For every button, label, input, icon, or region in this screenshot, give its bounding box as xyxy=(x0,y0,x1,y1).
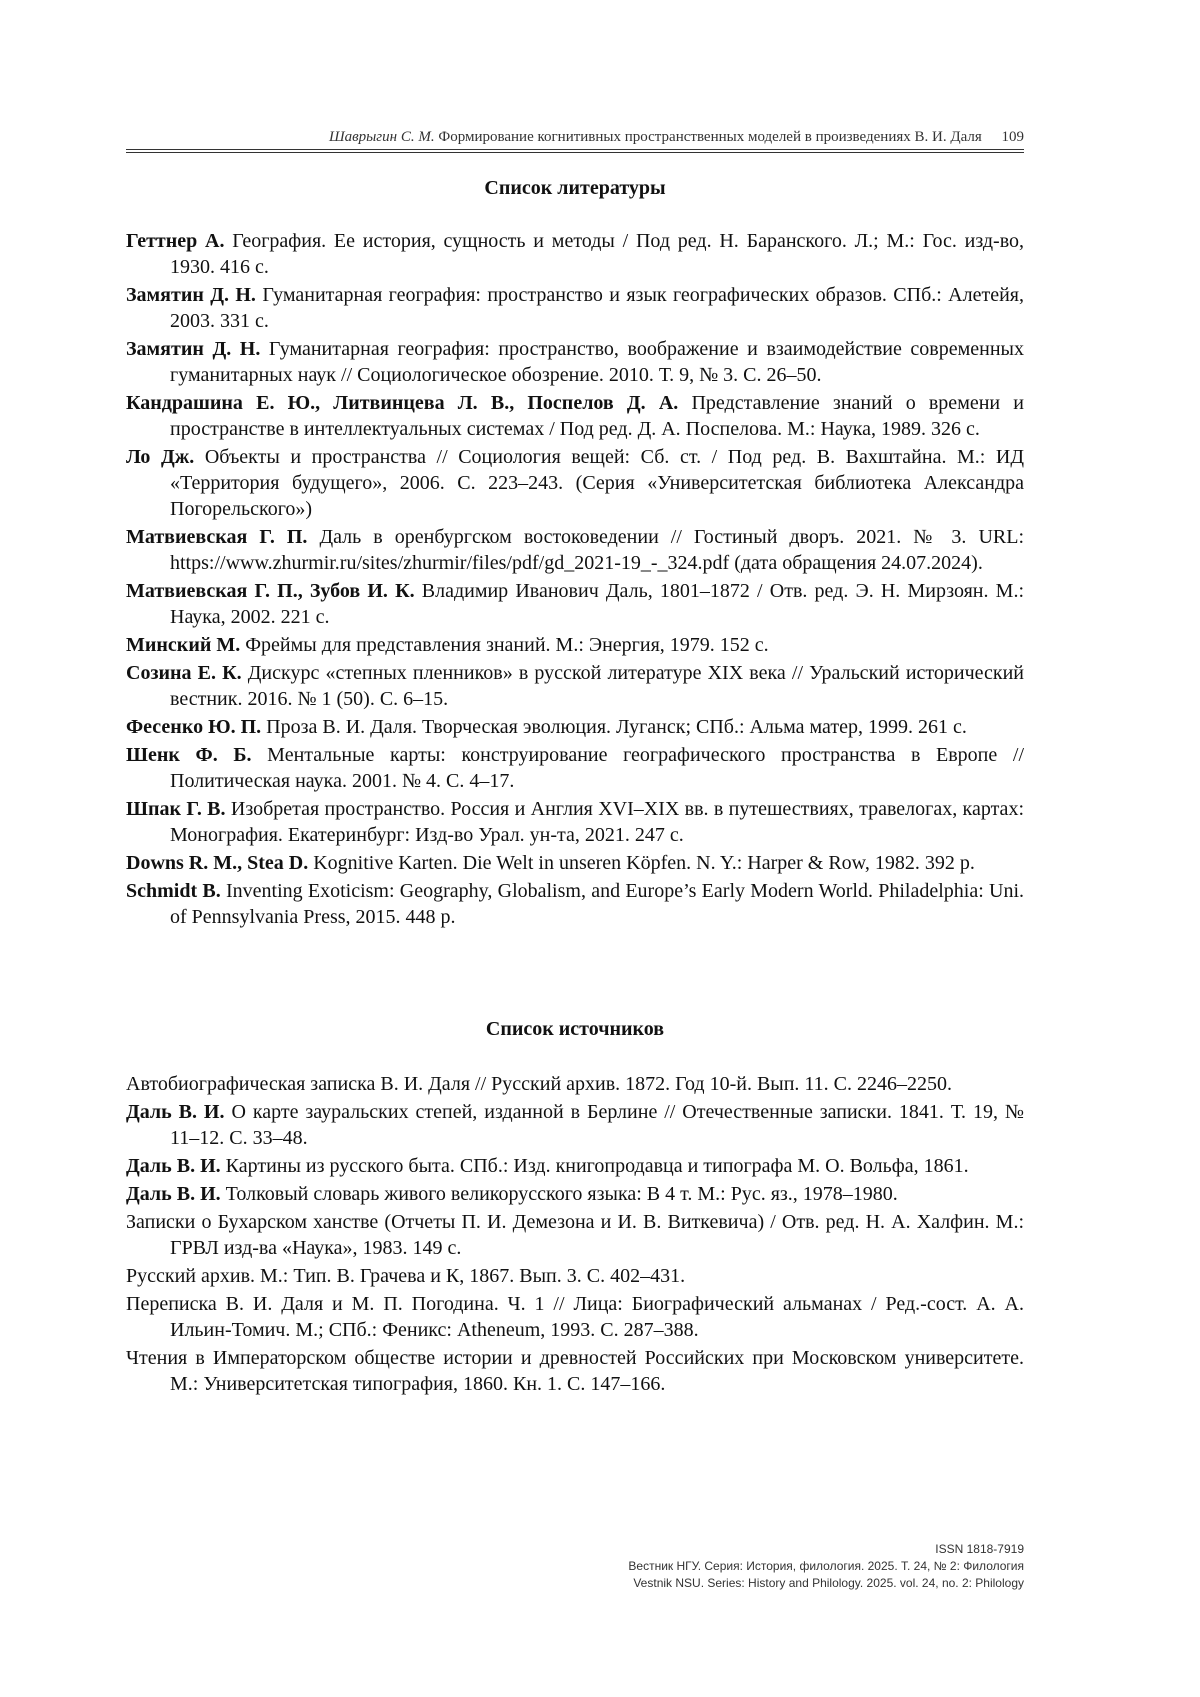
reference-entry xyxy=(126,1345,1024,1397)
reference-text: Проза В. И. Даля. Творческая эволюция. Луганск; СПб.: Альма матер, 1999. 261 с. xyxy=(266,716,967,738)
reference-text: Дискурс «степных пленников» в русской литературе XIX века // Уральский ис­торический вестник. 2016. № 1 (50). С. 6–15. xyxy=(170,662,1024,710)
reference-entry xyxy=(126,796,1024,848)
reference-author: Матвиевская Г. П. xyxy=(126,526,307,548)
reference-text: Автобиографическая записка В. И. Даля // Русский архив. 1872. Год 10-й. Вып. 11. С. 2246–2250. xyxy=(126,1073,952,1095)
reference-text: Inventing Exoticism: Geography, Globalism, and Europe’s Early Modern World. Phil­adelphia: Uni. of Pennsylvania Press, 2015. 448 p. xyxy=(170,880,1024,928)
reference-entry xyxy=(126,1291,1024,1343)
sources-heading: Список источников xyxy=(126,1017,1024,1041)
reference-entry xyxy=(126,390,1024,442)
reference-text: Русский архив. М.: Тип. В. Грачева и К, 1867. Вып. 3. С. 402–431. xyxy=(126,1265,685,1287)
reference-author: Кандрашина Е. Ю., Литвинцева Л. В., Поспелов Д. А. xyxy=(126,392,678,414)
reference-text: Объекты и пространства // Социология вещей: Сб. ст. / Под ред. В. Вахштайна. М.: ИД «Территория будущего», 2006. С. 223–243. (Серия «Университетская библиотека Александра Погорельского») xyxy=(170,446,1024,520)
header-rule-thin xyxy=(126,149,1024,150)
header-author: Шаврыгин С. М. xyxy=(329,129,435,145)
reference-entry xyxy=(126,1099,1024,1151)
header-rule-thick xyxy=(126,152,1024,153)
footer-journal-en: Vestnik NSU. Series: History and Philology. 2025. vol. 24, no. 2: Philology xyxy=(628,1575,1024,1592)
reference-author: Матвиевская Г. П., Зубов И. К. xyxy=(126,580,415,602)
reference-entry xyxy=(126,228,1024,280)
literature-list xyxy=(126,228,1024,932)
reference-entry xyxy=(126,578,1024,630)
reference-entry xyxy=(126,1153,1024,1179)
reference-text: География. Ее история, сущность и методы / Под ред. Н. Баранского. Л.; М.: Гос. изд-во, 1930. 416 с. xyxy=(170,230,1024,278)
reference-author: Downs R. M., Stea D. xyxy=(126,852,308,874)
reference-text: Гуманитарная география: пространство и язык географических образов. СПб.: Алетейя, 2003. 331 с. xyxy=(170,284,1024,332)
reference-entry xyxy=(126,878,1024,930)
reference-entry xyxy=(126,282,1024,334)
reference-author: Фесенко Ю. П. xyxy=(126,716,261,738)
journal-footer xyxy=(628,1541,1024,1592)
literature-heading: Список литературы xyxy=(126,176,1024,200)
reference-entry xyxy=(126,524,1024,576)
reference-author: Геттнер А. xyxy=(126,230,224,252)
reference-author: Минский М. xyxy=(126,634,240,656)
reference-entry xyxy=(126,1209,1024,1261)
reference-author: Даль В. И. xyxy=(126,1183,221,1205)
reference-entry xyxy=(126,444,1024,522)
reference-entry xyxy=(126,1071,1024,1097)
reference-entry xyxy=(126,714,1024,740)
reference-text: Изобретая пространство. Россия и Англия XVI–XIX вв. в путешествиях, трав­елогах, картах: Монография. Екатеринбург: Изд-во Урал. ун-та, 2021. 247 с. xyxy=(170,798,1024,846)
reference-text: Чтения в Императорском обществе истории и древностей Российских при Московском уни­верситете. М.: Университетская типография, 1860. Кн. 1. С. 147–166. xyxy=(126,1347,1024,1395)
header-title: Формирование когнитивных пространственных моделей в произведениях В. И. Даля xyxy=(438,129,981,145)
reference-text: Картины из русского быта. СПб.: Изд. книгопродавца и типографа М. О. Вольфа, 1861. xyxy=(226,1155,969,1177)
reference-author: Замятин Д. Н. xyxy=(126,284,256,306)
reference-text: Гуманитарная география: пространство, воображение и взаимодействие со­временных гуманитарных наук // Социологическое обозрение. 2010. Т. 9, № 3. С. 26–50. xyxy=(170,338,1024,386)
reference-text: Переписка В. И. Даля и М. П. Погодина. Ч. 1 // Лица: Биографический альманах / Ред.-сост. А. А. Ильин-Томич. М.; СПб.: Феникс: Atheneum, 1993. С. 287–388. xyxy=(126,1293,1024,1341)
reference-author: Даль В. И. xyxy=(126,1155,221,1177)
reference-text: О карте зауральских степей, изданной в Берлине // Отечественные записки. 1841. Т. 19, № 11–12. С. 33–48. xyxy=(170,1101,1024,1149)
reference-author: Даль В. И. xyxy=(126,1101,225,1123)
reference-author: Ло Дж. xyxy=(126,446,194,468)
footer-issn: ISSN 1818-7919 xyxy=(628,1541,1024,1558)
reference-author: Замятин Д. Н. xyxy=(126,338,260,360)
reference-entry xyxy=(126,660,1024,712)
page-number: 109 xyxy=(1002,129,1025,145)
reference-text: Kognitive Karten. Die Welt in unseren Köpfen. N. Y.: Harper & Row, 1982. 392 p. xyxy=(313,852,975,874)
sources-list xyxy=(126,1071,1024,1399)
reference-entry xyxy=(126,1263,1024,1289)
reference-author: Шпак Г. В. xyxy=(126,798,226,820)
reference-entry xyxy=(126,850,1024,876)
reference-text: Даль в оренбургском востоковедении // Гостиный дворъ. 2021. № 3. URL: https://www.zhurmir.ru/sites/zhurmir/files/pdf/gd_2021-19_-_324.pdf (дата обращения 24.07.2024). xyxy=(170,526,1024,574)
reference-author: Schmidt B. xyxy=(126,880,221,902)
reference-text: Владимир Иванович Даль, 1801–1872 / Отв. ред. Э. Н. Мир­зоян. М.: Наука, 2002. 221 с. xyxy=(170,580,1024,628)
reference-text: Толковый словарь живого великорусского языка: В 4 т. М.: Рус. яз., 1978–1980. xyxy=(226,1183,898,1205)
reference-entry xyxy=(126,336,1024,388)
reference-text: Представление знаний о времени и пространстве в интеллектуальных системах / Под ред. Д. А. Поспелова. М.: Наука, 1989. 326 с. xyxy=(170,392,1024,440)
reference-entry xyxy=(126,742,1024,794)
footer-journal-ru: Вестник НГУ. Серия: История, филология. 2025. Т. 24, № 2: Филология xyxy=(628,1558,1024,1575)
reference-text: Фреймы для представления знаний. М.: Энергия, 1979. 152 с. xyxy=(245,634,768,656)
reference-entry xyxy=(126,632,1024,658)
reference-entry xyxy=(126,1181,1024,1207)
reference-author: Шенк Ф. Б. xyxy=(126,744,252,766)
reference-author: Созина Е. К. xyxy=(126,662,242,684)
reference-text: Записки о Бухарском ханстве (Отчеты П. И. Демезона и И. В. Виткевича) / Отв. ред. Н. А. Халфин. М.: ГРВЛ изд-ва «Наука», 1983. 149 с. xyxy=(126,1211,1024,1259)
reference-text: Ментальные карты: конструирование географического пространства в Европе // Политическая наука. 2001. № 4. С. 4–17. xyxy=(170,744,1024,792)
running-header xyxy=(126,126,1024,148)
